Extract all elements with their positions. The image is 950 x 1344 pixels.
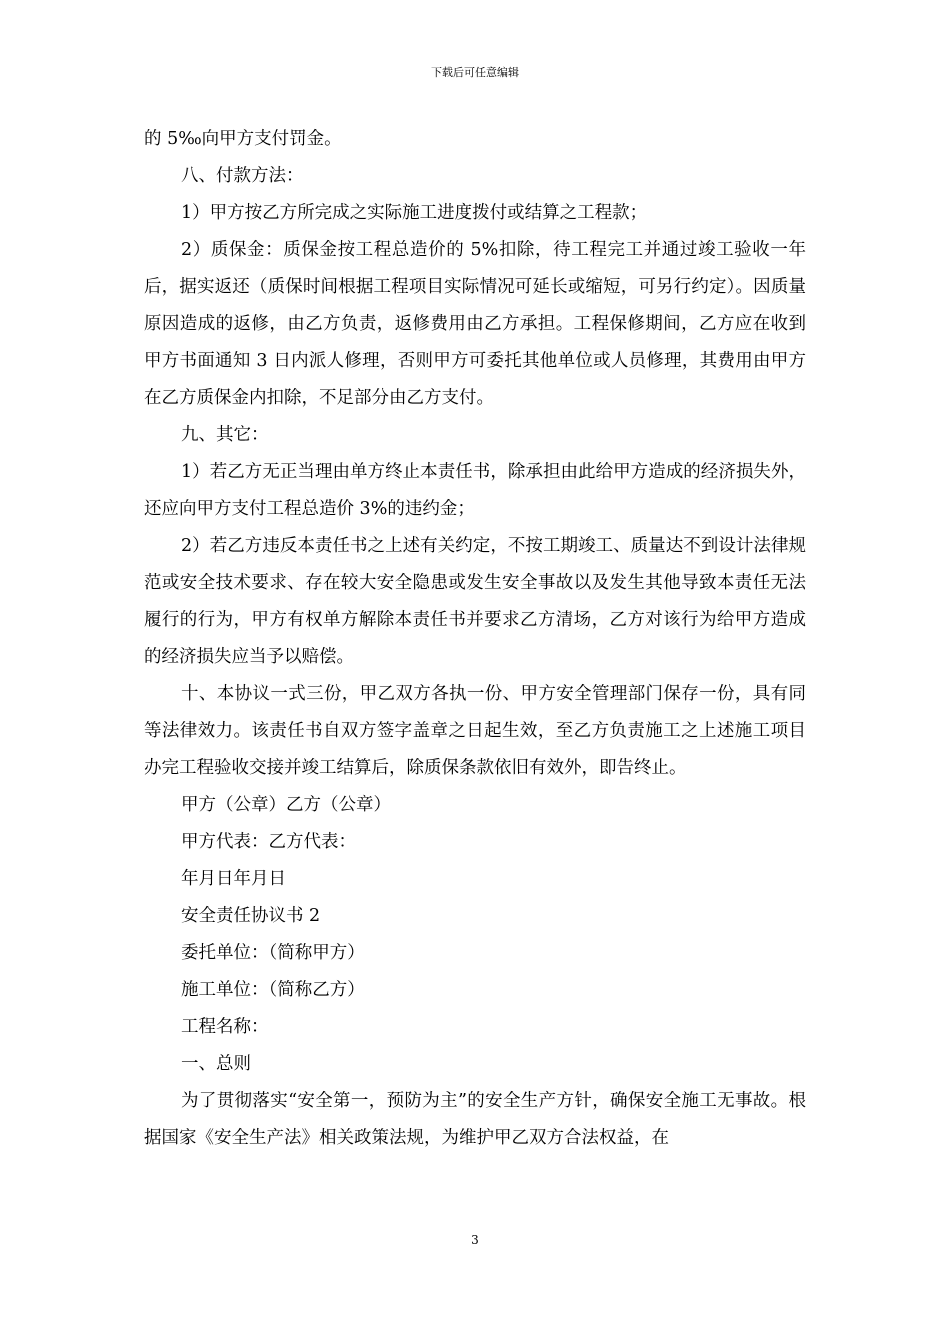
- heading-other: 九、其它：: [181, 425, 269, 445]
- paragraph-copies-clause: 十、本协议一式三份，甲乙双方各执一份、甲方安全管理部门保存一份，具有同等法律效力。该责任书自双方签字盖章之日起生效，至乙方负责施工之上述施工项目办完工程验收交接并竣工结算后，除质保条款依旧有效外，即告终止。: [144, 684, 806, 778]
- paragraph-other-item-1: 1）若乙方无正当理由单方终止本责任书，除承担由此给甲方造成的经济损失外，还应向甲方支付工程总造价 3%的违约金；: [144, 462, 806, 519]
- signature-representative-line: 甲方代表：乙方代表：: [181, 832, 356, 852]
- page-number: 3: [471, 1233, 479, 1247]
- paragraph-payment-item-1: 1）甲方按乙方所完成之实际施工进度拨付或结算之工程款；: [181, 203, 648, 223]
- document-body: [144, 121, 806, 1157]
- signature-seal-line: 甲方（公章）乙方（公章）: [181, 795, 391, 815]
- paragraph-general-provisions: 为了贯彻落实“安全第一，预防为主”的安全生产方针，确保安全施工无事故。根据国家《安全生产法》相关政策法规，为维护甲乙双方合法权益，在: [144, 1091, 806, 1148]
- paragraph-payment-item-2: 2）质保金：质保金按工程总造价的 5%扣除，待工程完工并通过竣工验收一年后，据实返还（质保时间根据工程项目实际情况可延长或缩短，可另行约定）。因质量原因造成的返修，由乙方负责，返修费用由乙方承担。工程保修期间，乙方应在收到甲方书面通知 3 日内派人修理，否则甲方可委托其他单位或人员修理，其费用由甲方在乙方质保金内扣除，不足部分由乙方支付。: [144, 240, 806, 408]
- signature-date-line: 年月日年月日: [181, 869, 286, 889]
- heading-general-provisions: 一、总则: [181, 1054, 251, 1074]
- page-header: 下载后可任意编辑: [431, 66, 519, 79]
- field-construction-unit: 施工单位：（简称乙方）: [181, 980, 365, 1000]
- paragraph-other-item-2: 2）若乙方违反本责任书之上述有关约定，不按工期竣工、质量达不到设计法律规范或安全技术要求、存在较大安全隐患或发生安全事故以及发生其他导致本责任无法履行的行为，甲方有权单方解除本责任书并要求乙方清场，乙方对该行为给甲方造成的经济损失应当予以赔偿。: [144, 536, 806, 667]
- heading-payment-method: 八、付款方法：: [181, 166, 304, 186]
- field-entrusting-unit: 委托单位：（简称甲方）: [181, 943, 365, 963]
- field-project-name: 工程名称：: [181, 1017, 269, 1037]
- document-title-2: 安全责任协议书 2: [181, 906, 321, 926]
- paragraph-penalty-continuation: 的 5‰向甲方支付罚金。: [144, 129, 342, 149]
